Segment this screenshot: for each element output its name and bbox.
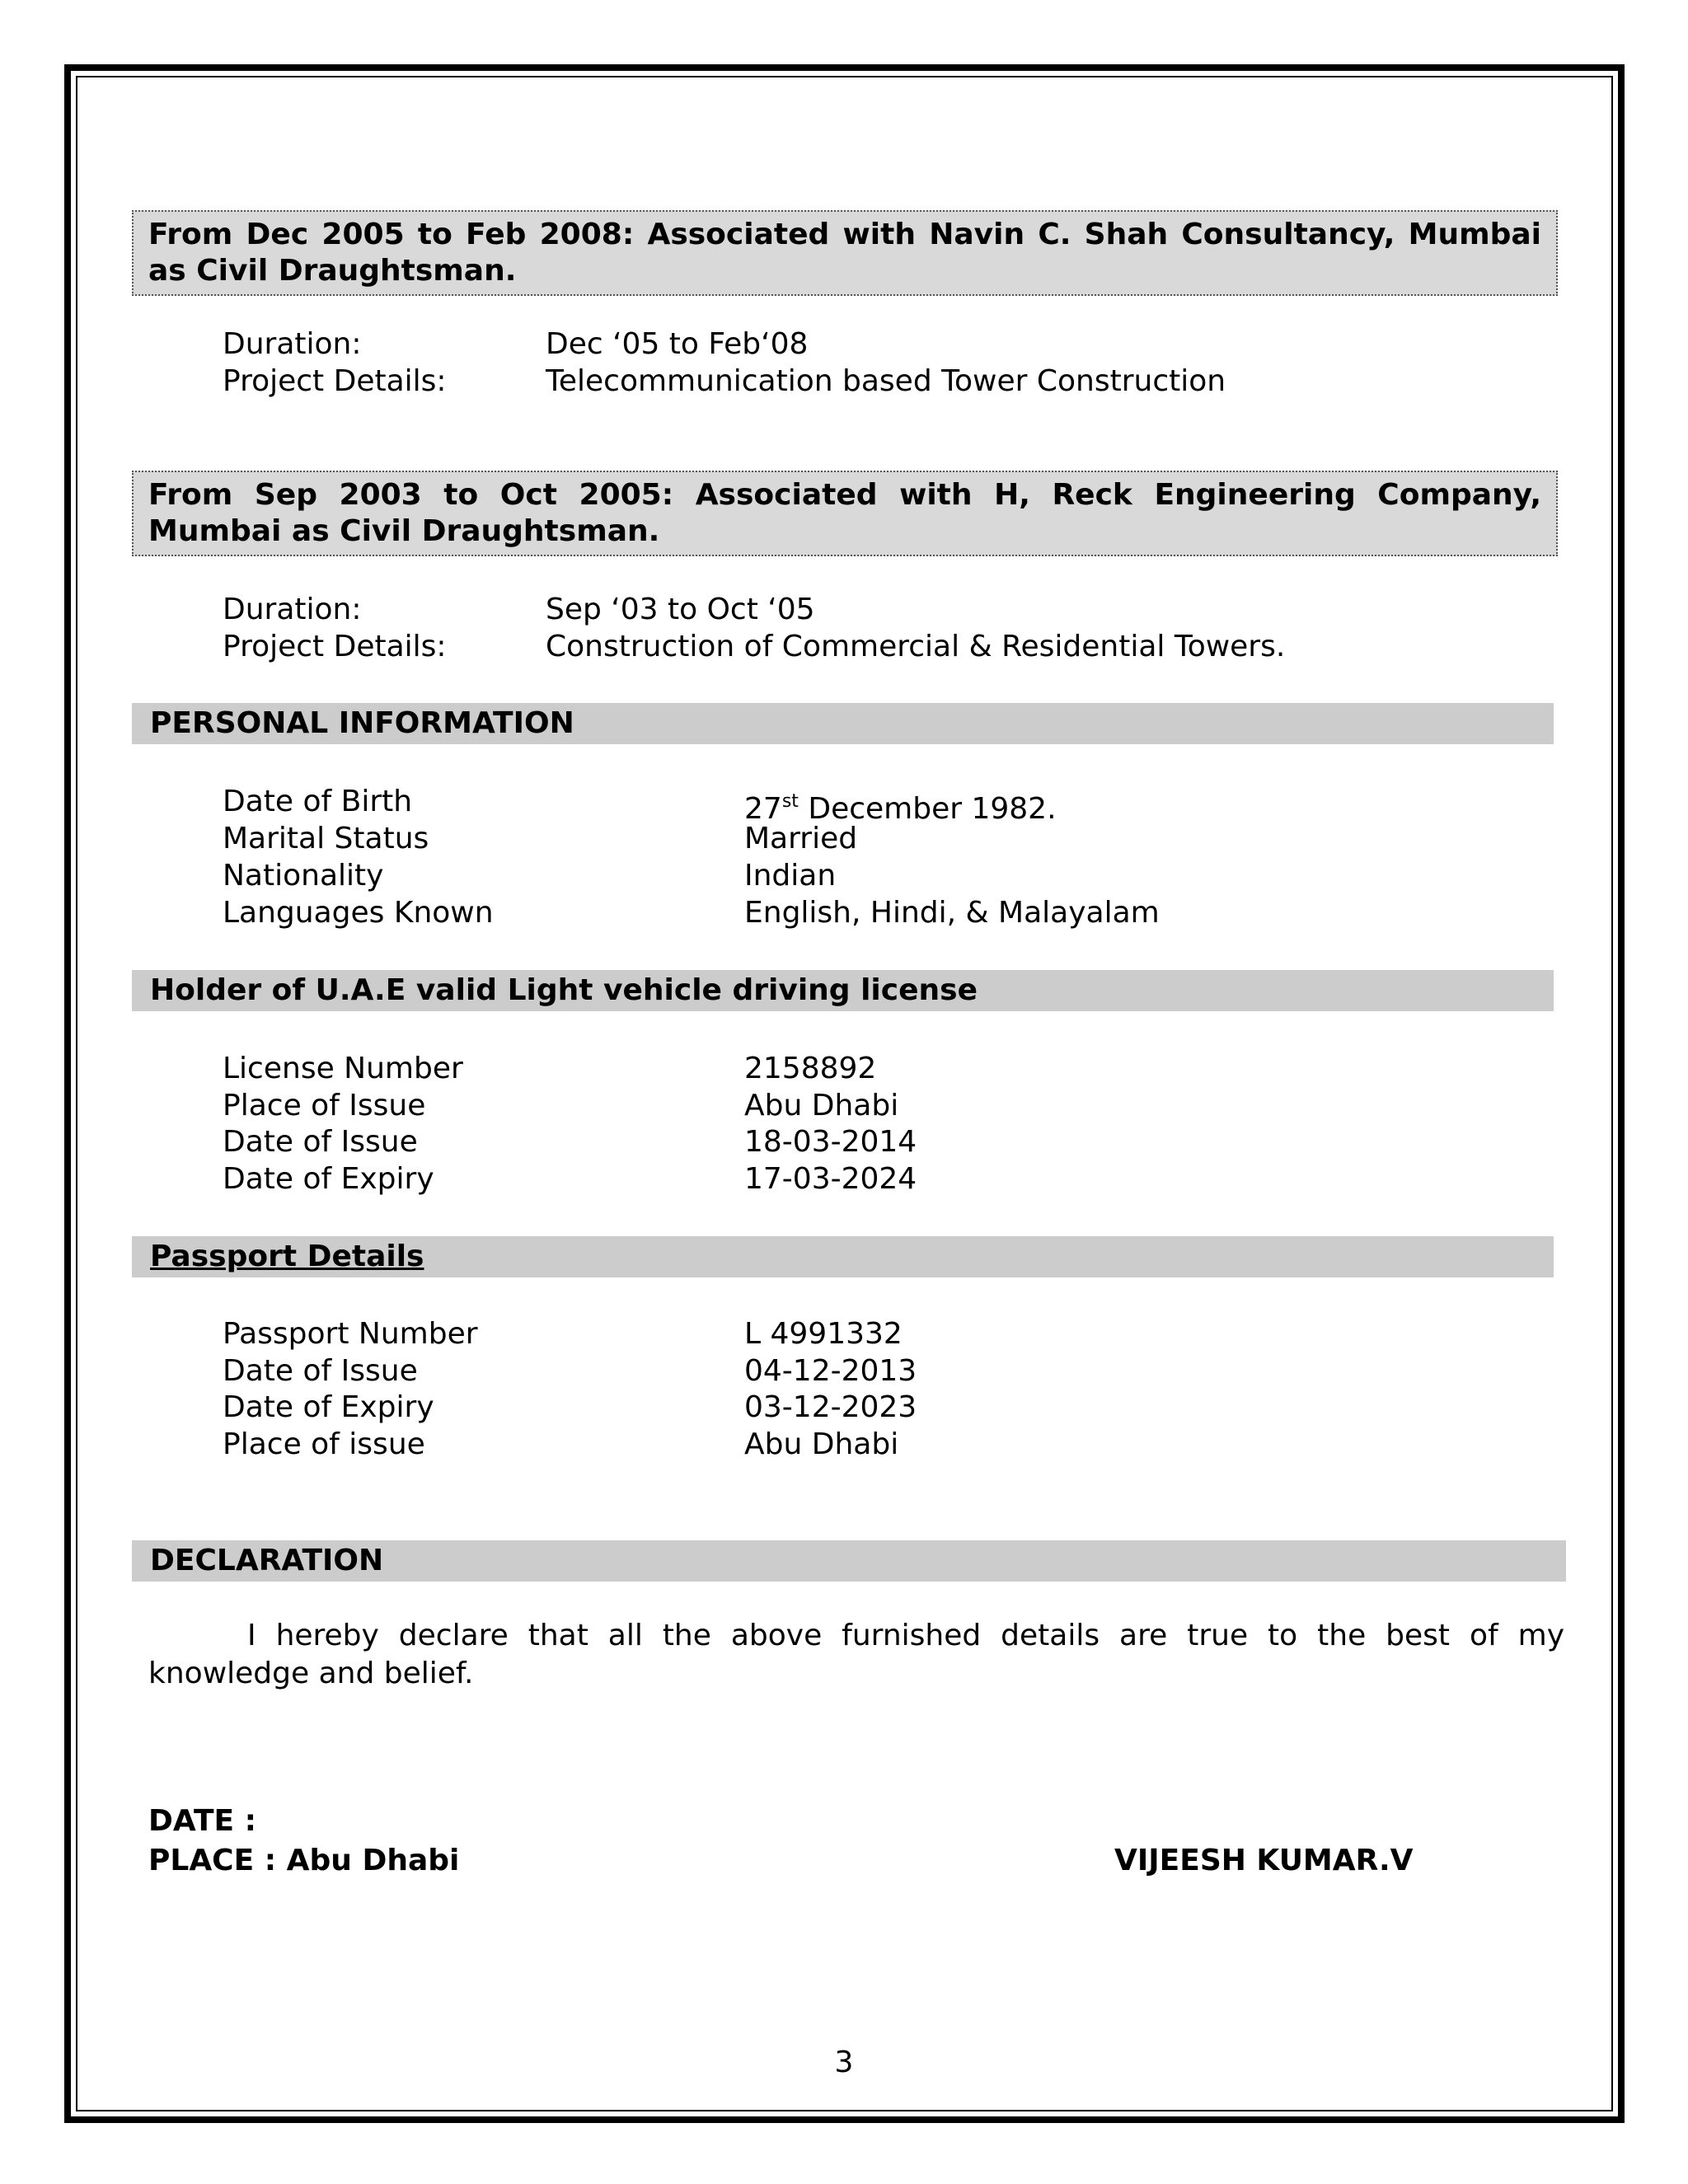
- license-row-label: License Number: [223, 1052, 463, 1085]
- passport-row-value: L 4991332: [744, 1317, 903, 1351]
- license-row-label: Place of Issue: [223, 1089, 426, 1122]
- project-details-value: Telecommunication based Tower Construction: [546, 364, 1226, 398]
- declaration-paragraph: [148, 1617, 1564, 1693]
- duration-label: Duration:: [223, 327, 362, 361]
- license-row-label: Date of Issue: [223, 1125, 418, 1159]
- passport-row-label: Place of issue: [223, 1427, 425, 1461]
- place-label: PLACE : Abu Dhabi: [148, 1844, 460, 1877]
- duration-label: Duration:: [223, 593, 362, 626]
- dob-suffix: st: [781, 791, 799, 812]
- experience-heading: [132, 210, 1558, 296]
- license-row-value: Abu Dhabi: [744, 1089, 899, 1122]
- passport-row-value: Abu Dhabi: [744, 1427, 899, 1461]
- project-details-label: Project Details:: [223, 630, 447, 663]
- license-row-label: Date of Expiry: [223, 1162, 434, 1196]
- passport-row-value: 03-12-2023: [744, 1390, 917, 1424]
- marital-status-value: Married: [744, 822, 858, 855]
- page-number: 3: [834, 2046, 854, 2079]
- license-row-value: 2158892: [744, 1052, 877, 1085]
- experience-heading-line: Mumbai as Civil Draughtsman.: [148, 514, 660, 548]
- signatory-name: VIJEESH KUMAR.V: [1114, 1844, 1414, 1877]
- experience-heading-line: as Civil Draughtsman.: [148, 254, 517, 288]
- nationality-value: Indian: [744, 859, 837, 893]
- nationality-label: Nationality: [223, 859, 384, 893]
- passport-row-label: Date of Issue: [223, 1354, 418, 1388]
- section-title-driving-license: Holder of U.A.E valid Light vehicle driving license: [132, 970, 1554, 1011]
- experience-heading-line: From Dec 2005 to Feb 2008: Associated with Navin C. Shah Consultancy, Mumbai: [148, 218, 1541, 251]
- dob-rest: December 1982.: [798, 792, 1057, 826]
- declaration-text: I hereby declare that all the above furnished details are true to the best of my knowledge and belief.: [148, 1619, 1564, 1690]
- passport-row-label: Passport Number: [223, 1317, 478, 1351]
- date-of-birth-label: Date of Birth: [223, 785, 413, 818]
- marital-status-label: Marital Status: [223, 822, 429, 855]
- section-title-personal-information: PERSONAL INFORMATION: [132, 703, 1554, 744]
- dob-day: 27: [744, 792, 782, 826]
- license-row-value: 17-03-2024: [744, 1162, 917, 1196]
- date-label: DATE :: [148, 1804, 257, 1838]
- section-title-passport-details: [132, 1236, 1554, 1277]
- duration-value: Dec ‘05 to Feb‘08: [546, 327, 809, 361]
- experience-heading: [132, 471, 1558, 556]
- duration-value: Sep ‘03 to Oct ‘05: [546, 593, 815, 626]
- languages-value: English, Hindi, & Malayalam: [744, 896, 1160, 930]
- project-details-value: Construction of Commercial & Residential Towers.: [546, 630, 1286, 663]
- license-row-value: 18-03-2014: [744, 1125, 917, 1159]
- project-details-label: Project Details:: [223, 364, 447, 398]
- languages-label: Languages Known: [223, 896, 494, 930]
- section-title-declaration: DECLARATION: [132, 1540, 1566, 1582]
- experience-heading-line: From Sep 2003 to Oct 2005: Associated with H, Reck Engineering Company,: [148, 478, 1541, 512]
- passport-title-text: Passport Details: [150, 1240, 424, 1273]
- passport-row-value: 04-12-2013: [744, 1354, 917, 1388]
- passport-row-label: Date of Expiry: [223, 1390, 434, 1424]
